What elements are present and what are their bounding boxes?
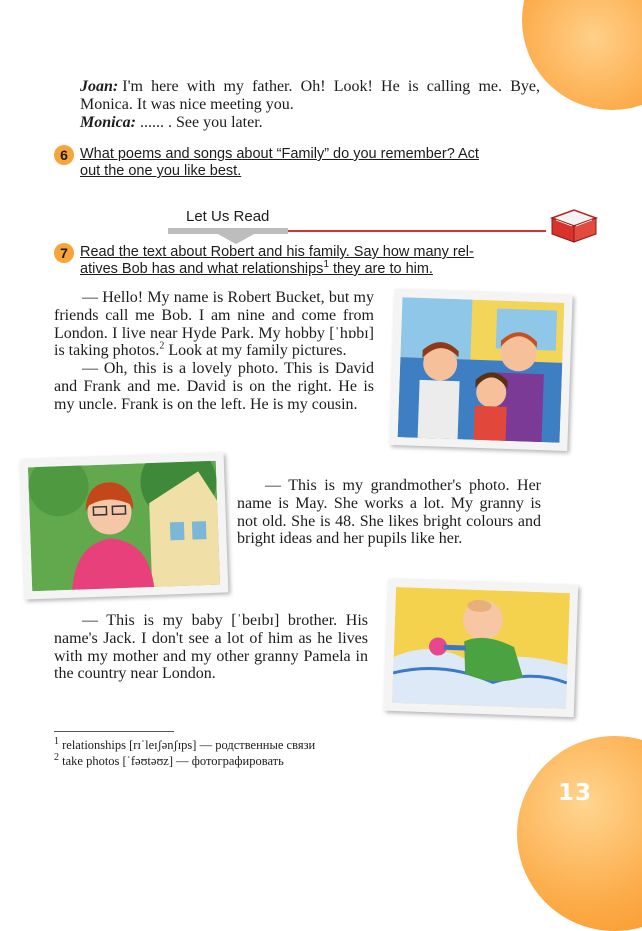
footnote-rule <box>54 731 174 732</box>
page-number: 13 <box>557 780 592 806</box>
footnote-1 <box>54 735 316 753</box>
paragraph-1a: — Hello! My name is Robert Bucket, but my friends call me Bob. I am nine and come from London. I live near Hyde Park. My hobby [ˈhɒbɪ] is taking photos. <box>54 289 374 360</box>
section-rule <box>288 230 546 232</box>
dialogue-monica <box>80 114 540 132</box>
speaker-joan: Joan: <box>80 78 119 95</box>
corner-decoration-top <box>522 0 642 110</box>
text-block-1 <box>54 289 374 414</box>
dialogue-joan-text: I'm here with my father. Oh! Look! He is calling me. Bye, Monica. It was nice meeting you. <box>80 78 540 113</box>
task-7-line1: Read the text about Robert and his family. Say how many rel- <box>80 244 474 260</box>
paragraph-3: — This is my grandmother's photo. Her name is May. She works a lot. My granny is not old. She is 48. She likes bright colours and bright ideas and her pupils like her. <box>237 477 541 548</box>
footnote-2-num: 2 <box>54 751 59 763</box>
task-7-line2b: they are to him. <box>329 261 433 277</box>
footnote-2 <box>54 751 284 769</box>
corner-decoration-bottom <box>517 736 642 931</box>
task-6-line1: What poems and songs about “Family” do you remember? Act <box>80 146 479 162</box>
footnote-ref-2: 2 <box>159 341 165 353</box>
footnote-2-text: take photos [ˈfəʊtəʊz] — фотографировать <box>59 754 284 768</box>
footnote-1-num: 1 <box>54 735 59 747</box>
dialogue-monica-text: ...... . See you later. <box>140 114 263 131</box>
footnote-ref-1: 1 <box>323 259 329 271</box>
task-7 <box>54 244 542 278</box>
text-block-3 <box>54 612 368 683</box>
paragraph-1b: Look at my family pictures. <box>164 342 347 360</box>
book-icon <box>548 204 600 246</box>
paragraph-4: — This is my baby [ˈbeɪbɪ] brother. His name's Jack. I don't see a lot of him as he lives with my mother and my other granny Pamela in the country near London. <box>54 612 368 683</box>
footnote-1-text: relationships [rɪˈleɪʃənʃɪps] — родственные связи <box>59 738 316 752</box>
task-6 <box>54 146 542 180</box>
grandmother-photo <box>20 452 229 599</box>
dialogue-joan <box>80 78 540 114</box>
baby-photo <box>384 579 578 718</box>
section-header <box>168 206 548 246</box>
text-block-2 <box>237 477 541 548</box>
section-title: Let Us Read <box>186 208 270 225</box>
task-7-number: 7 <box>54 243 74 263</box>
paragraph-2: — Oh, this is a lovely photo. This is David and Frank and me. David is on the right. He is my uncle. Frank is on the left. He is my cousin. <box>54 360 374 413</box>
task-6-number: 6 <box>54 145 74 165</box>
task-7-line2a: atives Bob has and what relationships <box>80 261 324 277</box>
family-photo <box>389 289 572 451</box>
task-6-line2: out the one you like best. <box>80 163 242 179</box>
section-arrow <box>214 232 258 244</box>
speaker-monica: Monica: <box>80 114 136 131</box>
